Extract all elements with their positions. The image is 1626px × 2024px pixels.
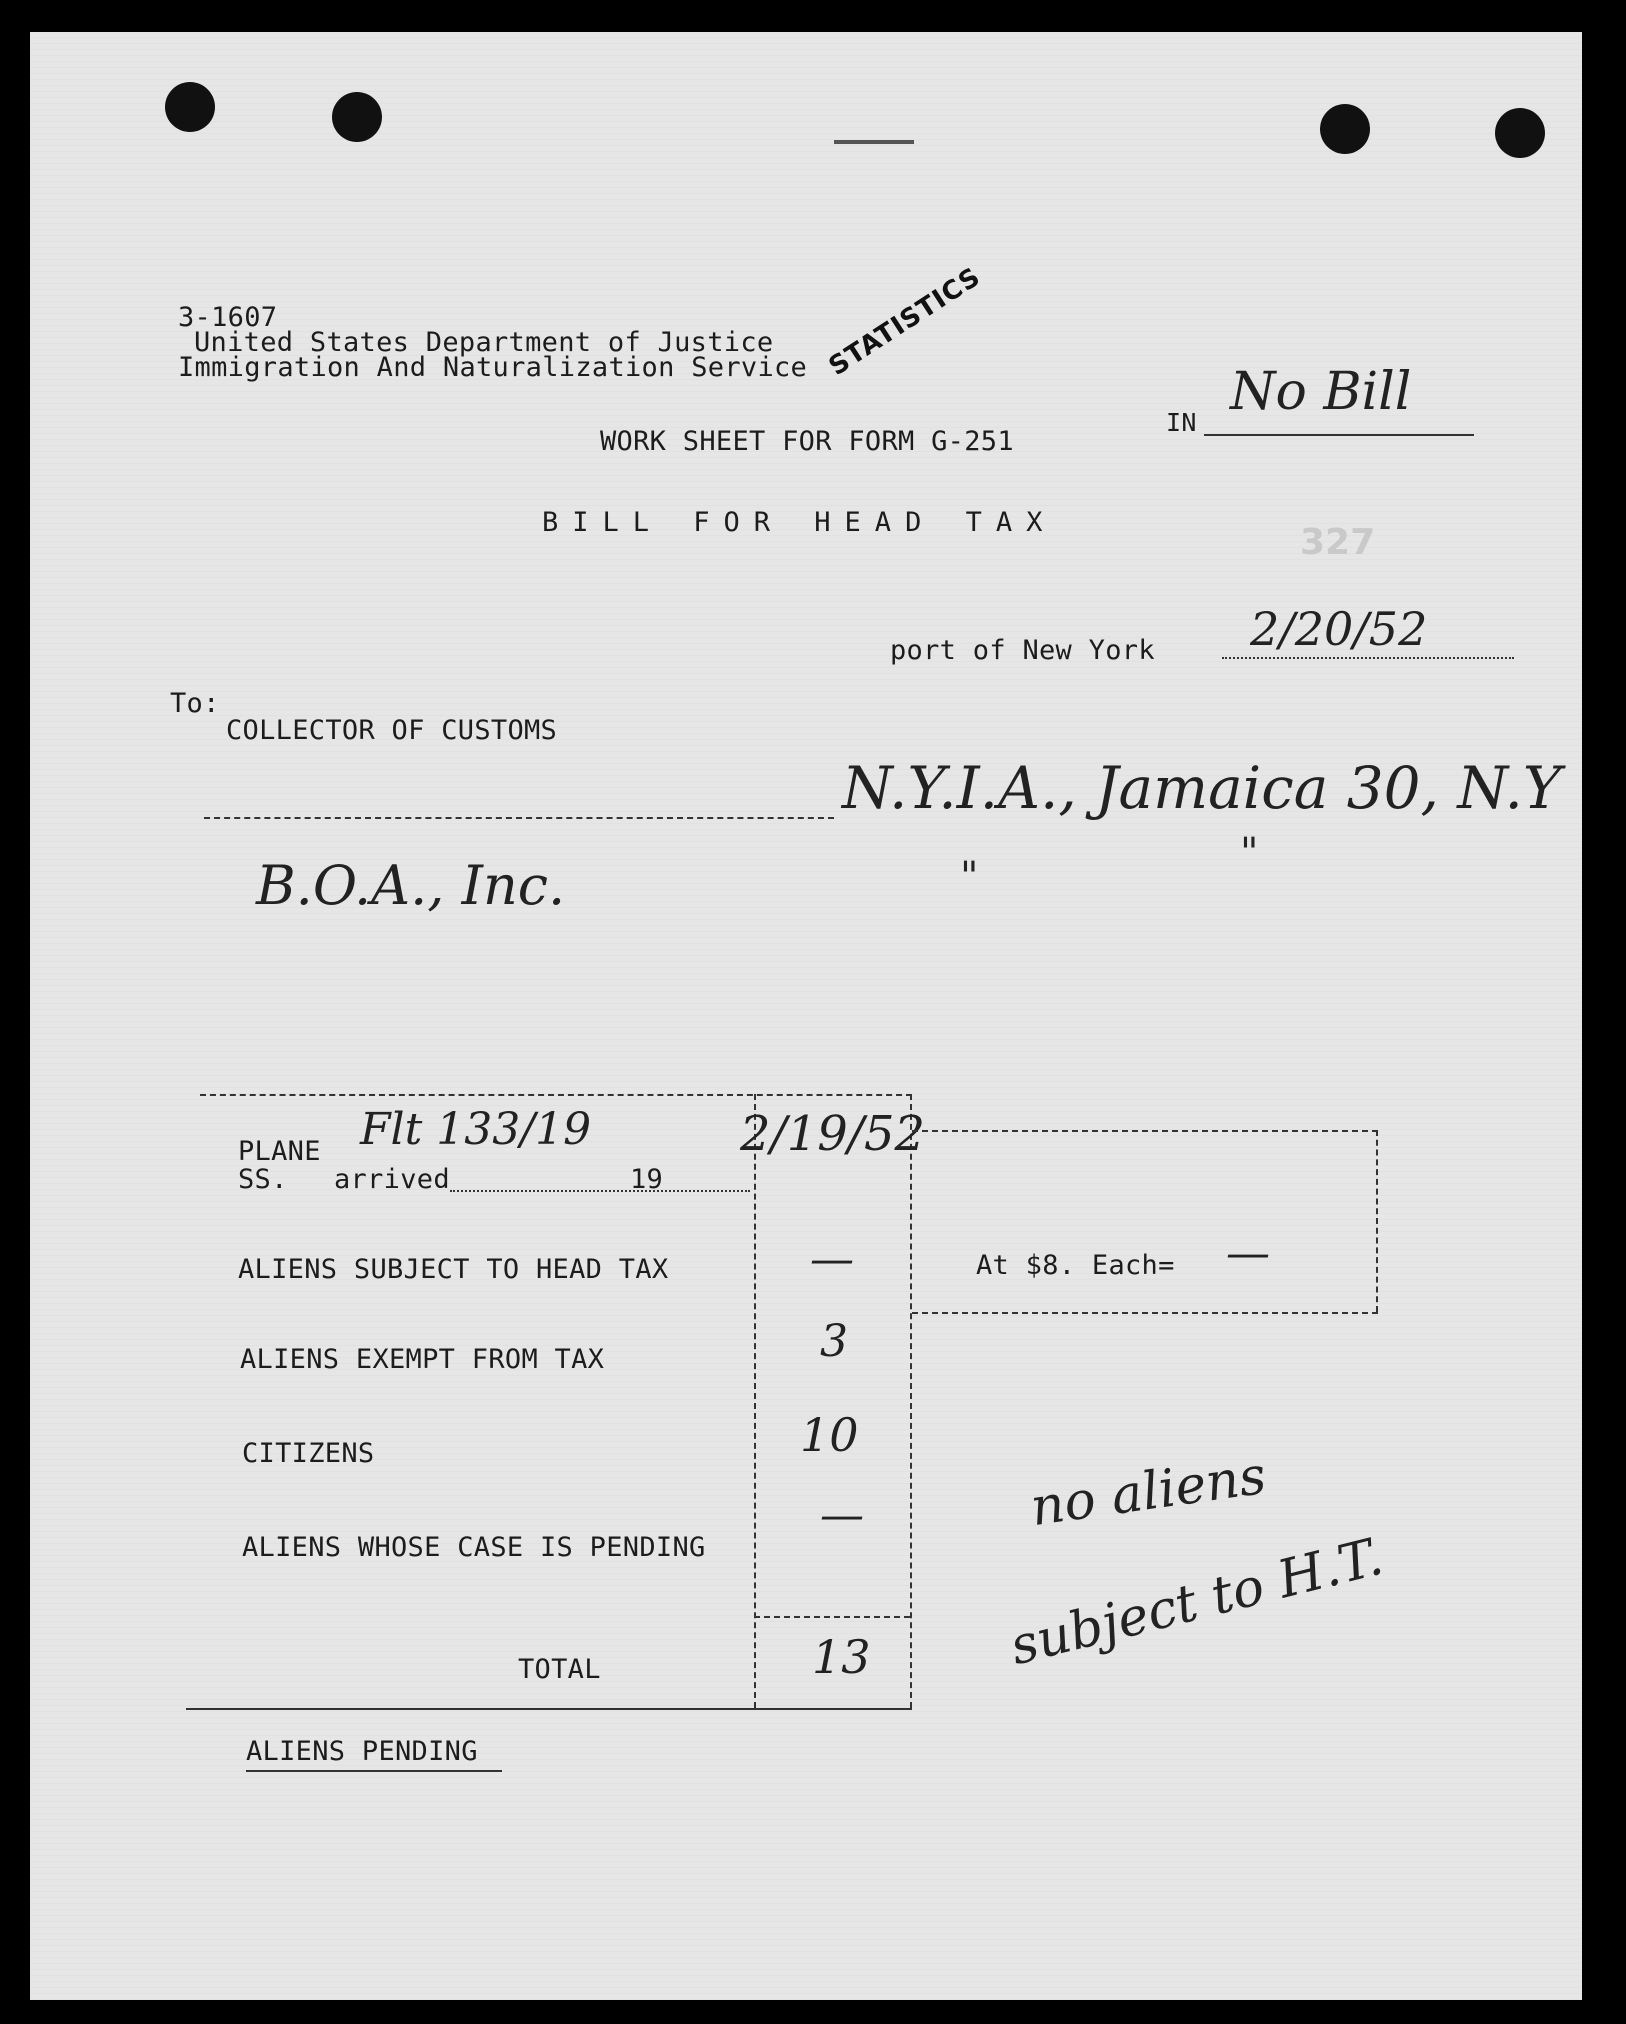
note-handwritten: subject to H.T.	[1004, 1526, 1389, 1678]
in-label: IN	[1166, 408, 1197, 437]
subject-to-tax-value: —	[810, 1234, 854, 1285]
arrival-date-handwritten: 2/19/52	[740, 1106, 926, 1162]
table-value-column-right	[910, 1094, 912, 1708]
rate-box-bottom	[912, 1312, 1378, 1314]
punch-hole	[165, 82, 215, 132]
total-value: 13	[812, 1630, 871, 1684]
ditto-mark: "	[1240, 830, 1259, 876]
citizens-value: 10	[800, 1408, 859, 1462]
department-name: United States Department of Justice	[194, 327, 774, 358]
airport-handwritten: N.Y.I.A., Jamaica 30, N.Y	[842, 754, 1562, 822]
faint-stamp-number: 327	[1300, 522, 1376, 563]
pending-case-value: —	[820, 1490, 864, 1541]
arrived-underline	[450, 1190, 750, 1192]
worksheet-title: WORK SHEET FOR FORM G-251	[600, 426, 1014, 457]
ss-label: SS.	[238, 1164, 288, 1195]
plane-label: PLANE	[238, 1136, 321, 1167]
punch-hole	[332, 92, 382, 142]
note-handwritten: no aliens	[1026, 1445, 1270, 1539]
rate-label: At $8. Each=	[976, 1250, 1175, 1281]
company-handwritten: B.O.A., Inc.	[256, 854, 566, 917]
date-underline	[1222, 657, 1514, 659]
aliens-pending-underline	[246, 1770, 502, 1772]
table-bottom-border	[186, 1708, 912, 1710]
arrived-label: arrived	[334, 1164, 450, 1195]
statistics-stamp: STATISTICS	[823, 261, 987, 382]
in-value-handwritten: No Bill	[1230, 362, 1412, 422]
exempt-from-tax-value: 3	[820, 1316, 848, 1367]
rate-box-right	[1376, 1130, 1378, 1312]
document-page	[30, 32, 1582, 2000]
port-label: port of New York	[890, 635, 1155, 666]
ditto-mark: "	[960, 854, 979, 900]
punch-hole	[1320, 104, 1370, 154]
address-line	[204, 817, 834, 819]
form-number: 3-1607	[178, 302, 278, 333]
in-underline	[1204, 434, 1474, 436]
year-prefix: 19	[630, 1164, 664, 1195]
date-handwritten: 2/20/52	[1250, 602, 1428, 656]
pending-case-label: ALIENS WHOSE CASE IS PENDING	[242, 1532, 706, 1563]
to-label: To:	[170, 688, 220, 719]
total-label: TOTAL	[518, 1654, 601, 1685]
plane-value-handwritten: Flt 133/19	[360, 1104, 592, 1155]
exempt-from-tax-label: ALIENS EXEMPT FROM TAX	[240, 1344, 605, 1375]
collector-of-customs: COLLECTOR OF CUSTOMS	[226, 715, 558, 746]
smudge-mark	[834, 140, 914, 144]
rate-value: —	[1226, 1228, 1270, 1279]
aliens-pending-label: ALIENS PENDING	[246, 1736, 478, 1767]
bill-title: BILL FOR HEAD TAX	[542, 507, 1057, 538]
rate-box-top	[912, 1130, 1378, 1132]
punch-hole	[1495, 108, 1545, 158]
subject-to-tax-label: ALIENS SUBJECT TO HEAD TAX	[238, 1254, 669, 1285]
total-separator	[754, 1616, 910, 1618]
service-name: Immigration And Naturalization Service	[178, 352, 808, 383]
table-top-border	[200, 1094, 912, 1096]
citizens-label: CITIZENS	[242, 1438, 375, 1469]
